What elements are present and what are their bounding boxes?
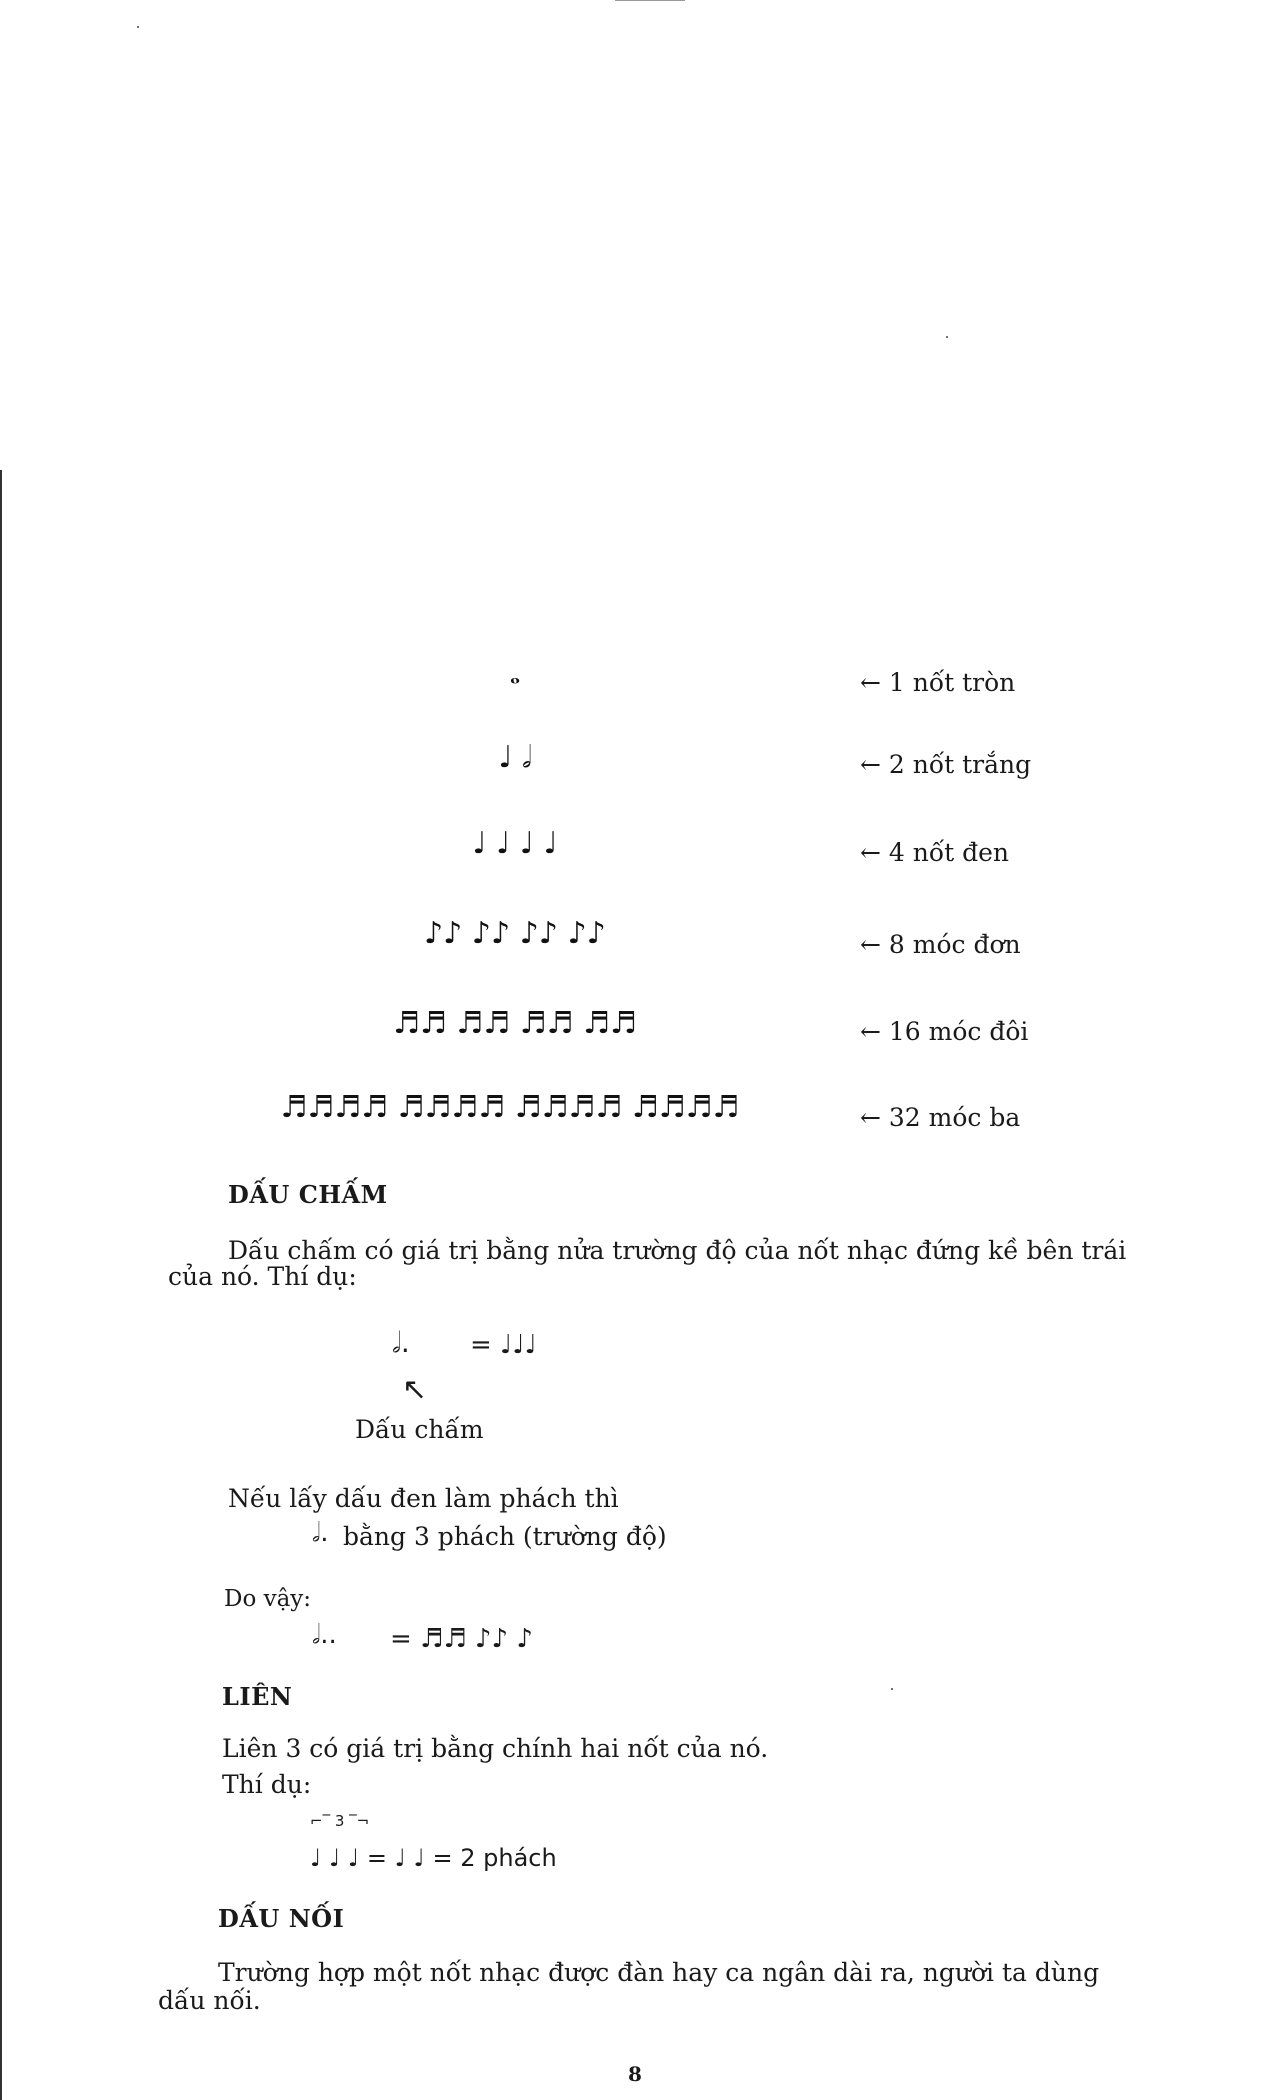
- dau-noi-line-2: dấu nối.: [158, 1986, 261, 2015]
- scan-edge-left: [0, 470, 2, 2100]
- dau-cham-line-5: Do vậy:: [224, 1586, 312, 1612]
- page-number: 8: [628, 2062, 642, 2086]
- scan-edge-top: [615, 0, 685, 1]
- lien-line-2: Thí dụ:: [222, 1770, 312, 1799]
- heading-dau-noi: DẤU NỐI: [218, 1904, 345, 1933]
- pyramid-row-4-label: ← 8 móc đơn: [860, 930, 1021, 959]
- dau-noi-line-1: Trường hợp một nốt nhạc được đàn hay ca ngân dài ra, người ta dùng: [218, 1958, 1100, 1987]
- dau-cham-line-4-symbol: 𝅗𝅥.: [312, 1518, 329, 1548]
- heading-lien: LIÊN: [222, 1682, 293, 1711]
- dau-cham-example-dotted-note: 𝅗𝅥.: [392, 1326, 410, 1359]
- pyramid-row-6-label: ← 32 móc ba: [860, 1103, 1021, 1132]
- pyramid-row-3-label: ← 4 nốt đen: [860, 838, 1010, 867]
- dau-cham-line-1: Dấu chấm có giá trị bằng nửa trường độ của nốt nhạc đứng kề bên trái: [228, 1236, 1127, 1265]
- dau-cham-example-2-note: 𝅗𝅥..: [312, 1620, 337, 1650]
- dau-cham-line-4-text: bằng 3 phách (trường độ): [343, 1522, 667, 1551]
- pyramid-row-6-notes: ♬♬♬♬ ♬♬♬♬ ♬♬♬♬ ♬♬♬♬: [280, 1090, 740, 1125]
- arrow-icon: ↖: [402, 1372, 428, 1407]
- pyramid-row-5-label: ← 16 móc đôi: [860, 1017, 1029, 1046]
- lien-example: ♩ ♩ ♩ = ♩ ♩ = 2 phách: [310, 1844, 557, 1872]
- dau-cham-caption: Dấu chấm: [355, 1415, 484, 1444]
- pyramid-row-1-notes: 𝅝: [509, 660, 521, 690]
- dau-cham-example-2-equivalent: = ♬♬ ♪♪ ♪: [390, 1624, 533, 1654]
- pyramid-row-3-notes: ♩ ♩ ♩ ♩: [472, 826, 558, 861]
- lien-line-1: Liên 3 có giá trị bằng chính hai nốt của nó.: [222, 1734, 769, 1763]
- speck: [946, 336, 948, 338]
- pyramid-row-1-label: ← 1 nốt tròn: [860, 668, 1016, 697]
- speck: [137, 26, 139, 28]
- dau-cham-line-2: của nó. Thí dụ:: [168, 1262, 357, 1291]
- dau-cham-example-equivalent: = ♩♩♩: [470, 1330, 537, 1360]
- pyramid-row-4-notes: ♪♪ ♪♪ ♪♪ ♪♪: [424, 916, 606, 951]
- dau-cham-line-3: Nếu lấy dấu đen làm phách thì: [228, 1484, 619, 1513]
- heading-dau-cham: DẤU CHẤM: [228, 1180, 388, 1209]
- pyramid-row-2-notes: ♩ 𝅗𝅥: [498, 740, 532, 775]
- triplet-bracket: ⌐‾ 3 ‾¬: [310, 1812, 370, 1830]
- pyramid-row-5-notes: ♬♬ ♬♬ ♬♬ ♬♬: [393, 1006, 637, 1041]
- speck: [891, 1688, 893, 1690]
- pyramid-row-2-label: ← 2 nốt trắng: [860, 750, 1032, 779]
